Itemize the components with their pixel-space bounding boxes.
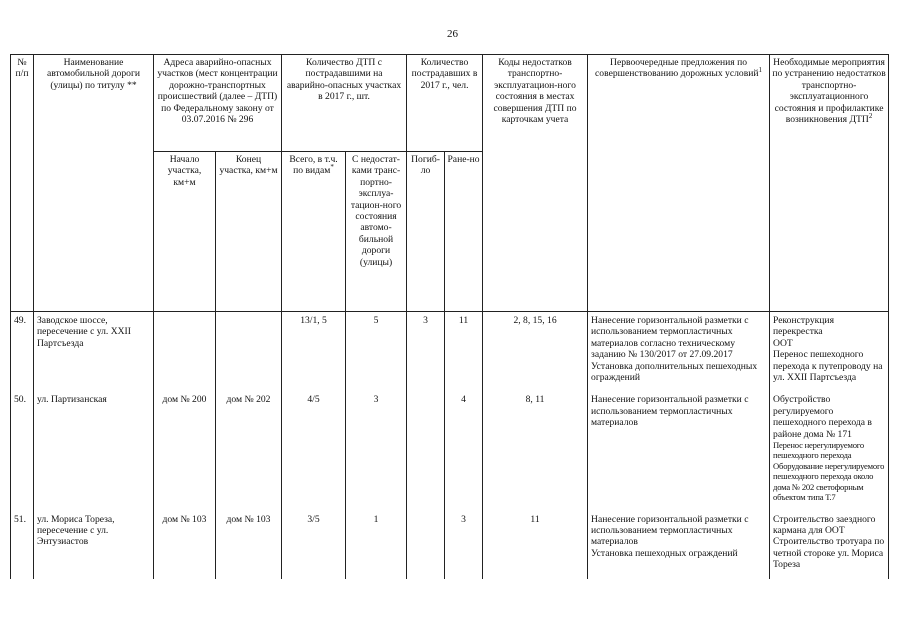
row-injured: 3 [445, 511, 483, 579]
row-proposals [588, 391, 770, 510]
row-proposals [588, 511, 770, 579]
row-proposals [588, 312, 770, 392]
header-defect-codes: Коды недостатков транспортно-эксплуатацион-ного состояния в местах совершения ДТП по карточкам учета [483, 55, 588, 312]
proposal-item: Нанесение горизонтальной разметки с использованием термопластичных материалов согласно техническому заданию № 130/2017 от 27.09.2017 [591, 315, 749, 361]
row-dtp-total: 3/5 [282, 511, 346, 579]
row-killed: 3 [407, 312, 445, 392]
table-row [11, 312, 889, 392]
row-section-end: дом № 103 [216, 511, 282, 579]
row-dtp-defects: 5 [346, 312, 407, 392]
header-proposals [588, 55, 770, 312]
measure-item: Реконструкция перекрестка [773, 315, 834, 338]
table-body [11, 312, 889, 579]
measure-item: Перенос пешеходного перехода к путепроводу на ул. XXII Партсъезда [773, 349, 883, 384]
row-road-name: ул. Мориса Тореза, пересечение с ул. Энтузиастов [34, 511, 154, 579]
measure-item: ООТ [773, 337, 793, 349]
row-injured: 4 [445, 391, 483, 510]
header-dtp-defects: С недостат-ками транс-портно-эксплуа-тацион-ного состояния автомо-бильной дороги (улицы) [346, 152, 407, 312]
header-dtp-total-mark: * [330, 163, 334, 172]
header-address: Адреса аварийно-опасных участков (мест концентрации дорожно-транспортных происшествий (далее – ДТП) по Федеральному закону от 03.07.2016 № 296 [154, 55, 282, 152]
header-measures-footnote: 2 [868, 111, 873, 120]
row-measures [770, 391, 889, 510]
table-row [11, 511, 889, 579]
row-road-name: Заводское шоссе, пересечение с ул. XXII Партсъезда [34, 312, 154, 392]
row-dtp-total: 13/1, 5 [282, 312, 346, 392]
header-section-start: Начало участка, км+м [154, 152, 216, 312]
header-dtp-total [282, 152, 346, 312]
measure-item: Строительство заездного кармана для ООТ [773, 513, 876, 536]
row-dtp-defects: 3 [346, 391, 407, 510]
row-section-start [154, 312, 216, 392]
row-defect-codes: 2, 8, 15, 16 [483, 312, 588, 392]
road-safety-table [10, 54, 889, 579]
row-killed [407, 511, 445, 579]
header-proposals-text: Первоочередные предложения по совершенствованию дорожных условий [595, 57, 759, 80]
header-number: № п/п [11, 55, 34, 312]
row-defect-codes: 8, 11 [483, 391, 588, 510]
header-injured: Ране-но [445, 152, 483, 312]
row-dtp-total: 4/5 [282, 391, 346, 510]
header-killed: Погиб-ло [407, 152, 445, 312]
header-proposals-footnote: 1 [758, 66, 762, 75]
measure-item: Оборудование нерегулируемого пешеходного перехода около дома № 202 светофорным объектом типа Т.7 [773, 460, 885, 503]
row-section-start: дом № 103 [154, 511, 216, 579]
row-section-start: дом № 200 [154, 391, 216, 510]
header-measures [770, 55, 889, 312]
row-dtp-defects: 1 [346, 511, 407, 579]
table-header [11, 55, 889, 312]
row-defect-codes: 11 [483, 511, 588, 579]
row-number: 51. [11, 511, 34, 579]
row-injured: 11 [445, 312, 483, 392]
header-victims: Количество пострадавших в 2017 г., чел. [407, 55, 483, 152]
proposal-item: Установка дополнительных пешеходных ограждений [591, 360, 758, 384]
header-road-name: Наименование автомобильной дороги (улицы) по титулу ** [34, 55, 154, 312]
header-section-end: Конец участка, км+м [216, 152, 282, 312]
measure-item: Перенос нерегулируемого пешеходного перехода [773, 440, 865, 461]
row-measures [770, 511, 889, 579]
measure-item: Обустройство регулируемого пешеходного перехода в районе дома № 171 [773, 394, 872, 440]
proposal-item: Нанесение горизонтальной разметки с использованием термопластичных материалов [591, 513, 749, 548]
row-road-name: ул. Партизанская [34, 391, 154, 510]
row-section-end: дом № 202 [216, 391, 282, 510]
header-measures-text: Необходимые мероприятия по устранению недостатков транспортно-эксплуатационного состояния и профилактике возникновения ДТП [772, 57, 886, 126]
proposal-item: Нанесение горизонтальной разметки с использованием термопластичных материалов [591, 394, 749, 429]
proposal-item: Установка пешеходных ограждений [591, 547, 738, 559]
measure-item: Строительство тротуара по четной стороке ул. Мориса Тореза [773, 536, 885, 571]
header-dtp-total-text: Всего, в т.ч. по видам [289, 154, 338, 177]
table-row [11, 391, 889, 510]
row-killed [407, 391, 445, 510]
row-number: 49. [11, 312, 34, 392]
page-number: 26 [447, 28, 458, 40]
header-dtp-count: Количество ДТП с пострадавшими на аварийно-опасных участках в 2017 г., шт. [282, 55, 407, 152]
row-measures [770, 312, 889, 392]
row-number: 50. [11, 391, 34, 510]
row-section-end [216, 312, 282, 392]
